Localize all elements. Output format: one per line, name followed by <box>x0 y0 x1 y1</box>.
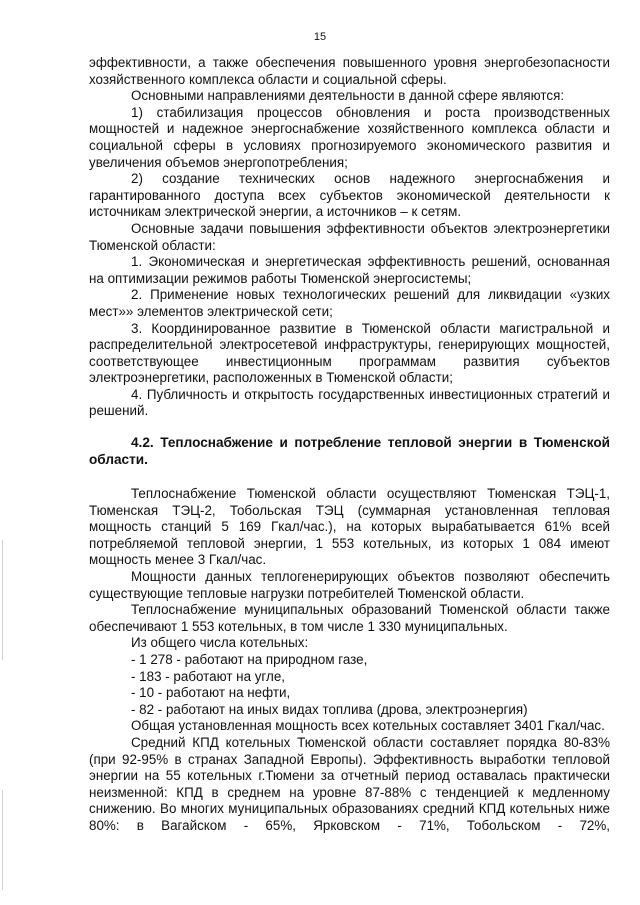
section-heading: 4.2. Теплоснабжение и потребление тепловой энергии в Тюменской области. <box>89 435 610 468</box>
paragraph: 1. Экономическая и энергетическая эффективность решений, основанная на оптимизации режимов работы Тюменской энергосистемы; <box>89 254 610 286</box>
list-item: - 82 - работают на иных видах топлива (дрова, электроэнергия) <box>131 701 528 717</box>
paragraph: Средний КПД котельных Тюменской области составляет порядка 80-83% (при 92-95% в странах Западной Европы). Эффективность выработки тепловой энергии на 55 котельных г.Тюмени за отчетный период оставалась практически неизменной: КПД в среднем на уровне 87-88% с тенденцией к медленному снижению. Во многих муниципальных образованиях средний КПД котельных ниже 80%: в Вагайском - 65%, Ярковском - 71%, Тобольском - 72%, <box>89 734 610 833</box>
paragraph: Общая установленная мощность всех котельных составляет 3401 Гкал/час. <box>131 718 605 734</box>
paragraph: Теплоснабжение муниципальных образований Тюменской области также обеспечивают 1 553 котельных, в том числе 1 330 муниципальных. <box>89 602 610 634</box>
heading-spacer <box>89 468 610 486</box>
list-item: - 1 278 - работают на природном газе, <box>131 652 368 667</box>
paragraph: 3. Координированное развитие в Тюменской области магистральной и распределительной электросетевой инфраструктуры, генерирующих мощностей, соответствующее инвестиционным программам развития субъектов электроэнергетики, расположенных в Тюменской области; <box>89 320 610 386</box>
paragraph: 4. Публичность и открытость государственных инвестиционных стратегий и решений. <box>89 386 610 419</box>
list-item: - 183 - работают на угле, <box>131 668 285 684</box>
paragraph: 2) создание технических основ надежного энергоснабжения и гарантированного доступа всех субъектов экономической деятельности к источникам электрической энергии, а источников – к сетям. <box>89 171 610 220</box>
scan-edge-mark <box>2 540 3 660</box>
scan-edge-mark <box>2 790 3 890</box>
paragraph: Основными направлениями деятельности в данной сфере являются: <box>131 88 565 104</box>
paragraph: Мощности данных теплогенерирующих объектов позволяют обеспечить существующие тепловые нагрузки потребителей Тюменской области. <box>89 569 610 601</box>
intro-section <box>89 55 610 420</box>
paragraph: эффективности, а также обеспечения повышенного уровня энергобезопасности хозяйственного комплекса области и социальной сферы. <box>89 55 610 87</box>
paragraph: 2. Применение новых технологических решений для ликвидации «узких мест»» элементов электрической сети; <box>89 287 610 319</box>
paragraph: 1) стабилизация процессов обновления и роста производственных мощностей и надежное энергоснабжение хозяйственного комплекса области и социальной сферы в условиях прогнозируемого экономического развития и увеличения объемов энергопотребления; <box>89 104 610 170</box>
efficiency-section <box>89 718 610 834</box>
heat-supply-section <box>89 486 610 652</box>
paragraph: Теплоснабжение Тюменской области осуществляют Тюменская ТЭЦ-1, Тюменская ТЭЦ-2, Тобольская ТЭЦ (суммарная установленная тепловая мощность станций 5 169 Гкал/час.), на которых вырабатывается 61% всей потребляемой тепловой энергии, 1 553 котельных, из которых 1 084 имеют мощность менее 3 Гкал/час. <box>89 486 610 568</box>
paragraph: Основные задачи повышения эффективности объектов электроэнергетики Тюменской области: <box>89 220 610 253</box>
page-content <box>89 55 610 835</box>
boiler-fuel-list <box>89 652 610 718</box>
page-number: 15 <box>313 31 327 43</box>
paragraph: Из общего числа котельных: <box>131 635 309 651</box>
list-item: - 10 - работают на нефти, <box>131 685 291 701</box>
